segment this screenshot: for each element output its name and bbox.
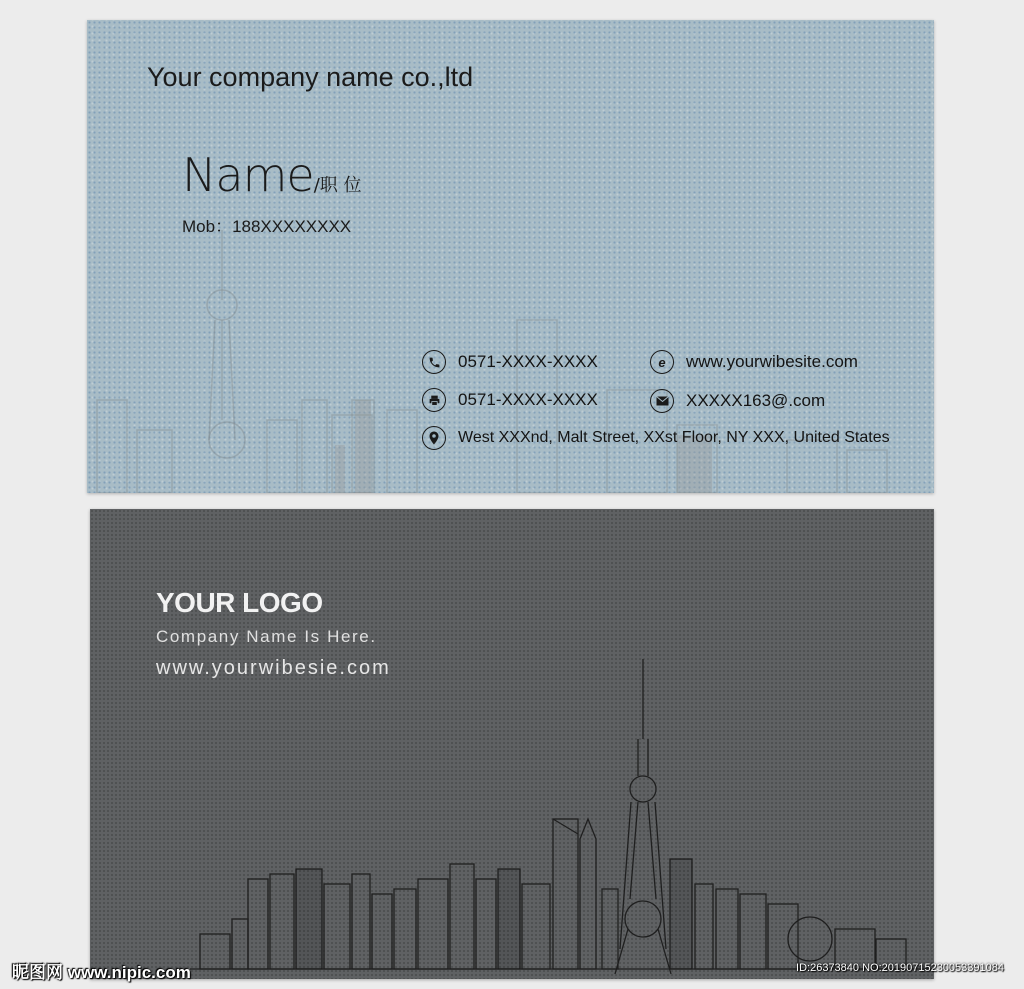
phone-contact <box>422 350 598 374</box>
watermark-right: ID:26373840 NO:20190715230053391084 <box>796 962 1004 974</box>
job-position: /职 位 <box>313 175 362 196</box>
website-contact <box>650 350 858 374</box>
address-text: West XXXnd, Malt Street, XXst Floor, NY XXX, United States <box>458 429 890 446</box>
back-website: www.yourwibesie.com <box>156 657 391 679</box>
phone-number: 0571-XXXX-XXXX <box>458 352 598 371</box>
watermark-left: 昵图网 www.nipic.com <box>12 963 191 982</box>
mail-icon <box>650 389 674 413</box>
address-contact <box>422 426 890 450</box>
mobile-number: Mob：188XXXXXXXX <box>182 217 352 236</box>
fax-number: 0571-XXXX-XXXX <box>458 390 598 409</box>
back-skyline-illustration <box>90 509 934 979</box>
location-icon <box>422 426 446 450</box>
web-icon: e <box>650 350 674 374</box>
business-card-front <box>87 20 934 493</box>
fax-contact <box>422 388 598 412</box>
logo-text: YOUR LOGO <box>156 587 323 618</box>
email-contact <box>650 389 825 413</box>
email-address: XXXXX163@.com <box>686 391 826 410</box>
phone-icon <box>422 350 446 374</box>
company-tagline: Company Name Is Here. <box>156 627 377 646</box>
website-url: www.yourwibesite.com <box>686 352 858 371</box>
business-card-back <box>90 509 934 979</box>
name-title-row <box>182 148 362 202</box>
company-name: Your company name co.,ltd <box>147 62 474 92</box>
person-name: Name <box>182 148 314 202</box>
fax-icon <box>422 388 446 412</box>
